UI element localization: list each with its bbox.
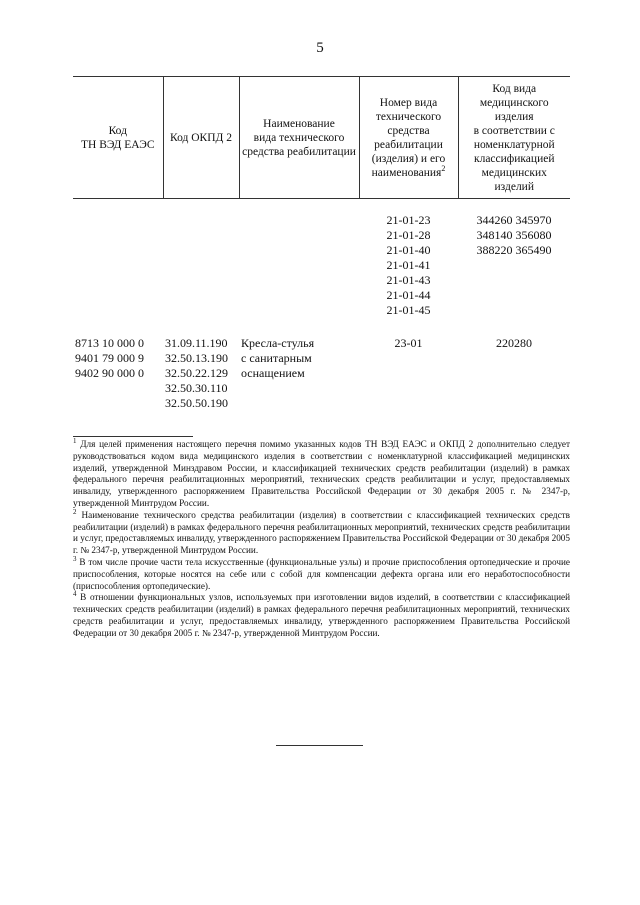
- document-end-line: [276, 745, 363, 746]
- codes-table: [73, 76, 570, 411]
- header-okpd: Код ОКПД 2: [163, 77, 239, 199]
- header-tsr-number: Номер вида технического средства реабилитации (изделия) и его наименования$^2$: [359, 77, 458, 199]
- footnote-3: $^3$ В том числе прочие части тела искусственные (функциональные узлы) и прочие приспособления ортопедические и прочие приспособления, которые носятся на себе или с собой для компенсации дефекта органа или его неработоспособности (приспособления ортопедические).: [73, 554, 570, 591]
- header-med-code: Код вида медицинского изделия в соответствии с номенклатурной классификацией медицинских изделий: [458, 77, 570, 199]
- table-row: [73, 199, 570, 319]
- table-row: [73, 318, 570, 411]
- cell-okpd: 31.09.11.190 32.50.13.190 32.50.22.129 32.50.30.110 32.50.50.190: [165, 336, 228, 410]
- cell-med-code: 344260 345970 348140 356080 388220 365490: [476, 213, 552, 257]
- cell-tsr-number: 21-01-23 21-01-28 21-01-40 21-01-41 21-01-43 21-01-44 21-01-45: [386, 213, 431, 317]
- footnote-separator: [73, 436, 193, 437]
- page-number: 5: [316, 40, 324, 56]
- header-footnote-mark: 2: [441, 163, 446, 173]
- cell-tsr-name: Кресла-стулья с санитарным оснащением: [241, 336, 315, 380]
- cell-tnved: [73, 199, 163, 319]
- footnote-1: $^1$ Для целей применения настоящего перечня помимо указанных кодов ТН ВЭД ЕАЭС и ОКПД 2 дополнительно следует руководствоваться кодом вида медицинского изделия в соответствии с номенклатурной классификацией медицинских изделий, утвержденной Минздравом России, и классификацией технических средств реабилитации (изделий) в рамках федерального перечня реабилитационных мероприятий, технических средств реабилитации и услуг, предоставляемых инвалиду, утвержденного распоряжением Правительства Российской Федерации от 30 декабря 2005 г. № 2347-р, утвержденной Минтрудом России.: [73, 436, 571, 508]
- header-tnved: Код ТН ВЭД ЕАЭС: [73, 77, 163, 199]
- footnote-4: $^4$ В отношении функциональных узлов, используемых при изготовлении видов изделий, в соответствии с классификацией технических средств реабилитации (изделий) в рамках федерального перечня реабилитационных мероприятий, технических средств реабилитации и услуг, предоставляемых инвалиду, утвержденного распоряжением Правительства Российской Федерации от 30 декабря 2005 г. № 2347-р, утвержденной Минтрудом России.: [73, 590, 571, 638]
- footnote-2: $^2$ Наименование технического средства реабилитации (изделия) в соответствии с классификацией технических средств реабилитации (изделий) в рамках федерального перечня реабилитационных мероприятий, технических средств реабилитации и услуг, предоставляемых инвалиду, утвержденного распоряжением Правительства Российской Федерации от 30 декабря 2005 г. № 2347-р, утвержденной Минтрудом России.: [73, 507, 570, 556]
- cell-okpd: [163, 199, 239, 319]
- table-header-row: [73, 77, 570, 199]
- footnotes: [73, 436, 571, 640]
- cell-med-code: 220280: [496, 336, 532, 350]
- cell-tnved: 8713 10 000 0 9401 79 000 9 9402 90 000 0: [75, 336, 144, 380]
- header-tsr-name: Наименование вида технического средства реабилитации: [239, 77, 359, 199]
- cell-tsr-number: 23-01: [394, 336, 423, 350]
- cell-tsr-name: [239, 199, 359, 319]
